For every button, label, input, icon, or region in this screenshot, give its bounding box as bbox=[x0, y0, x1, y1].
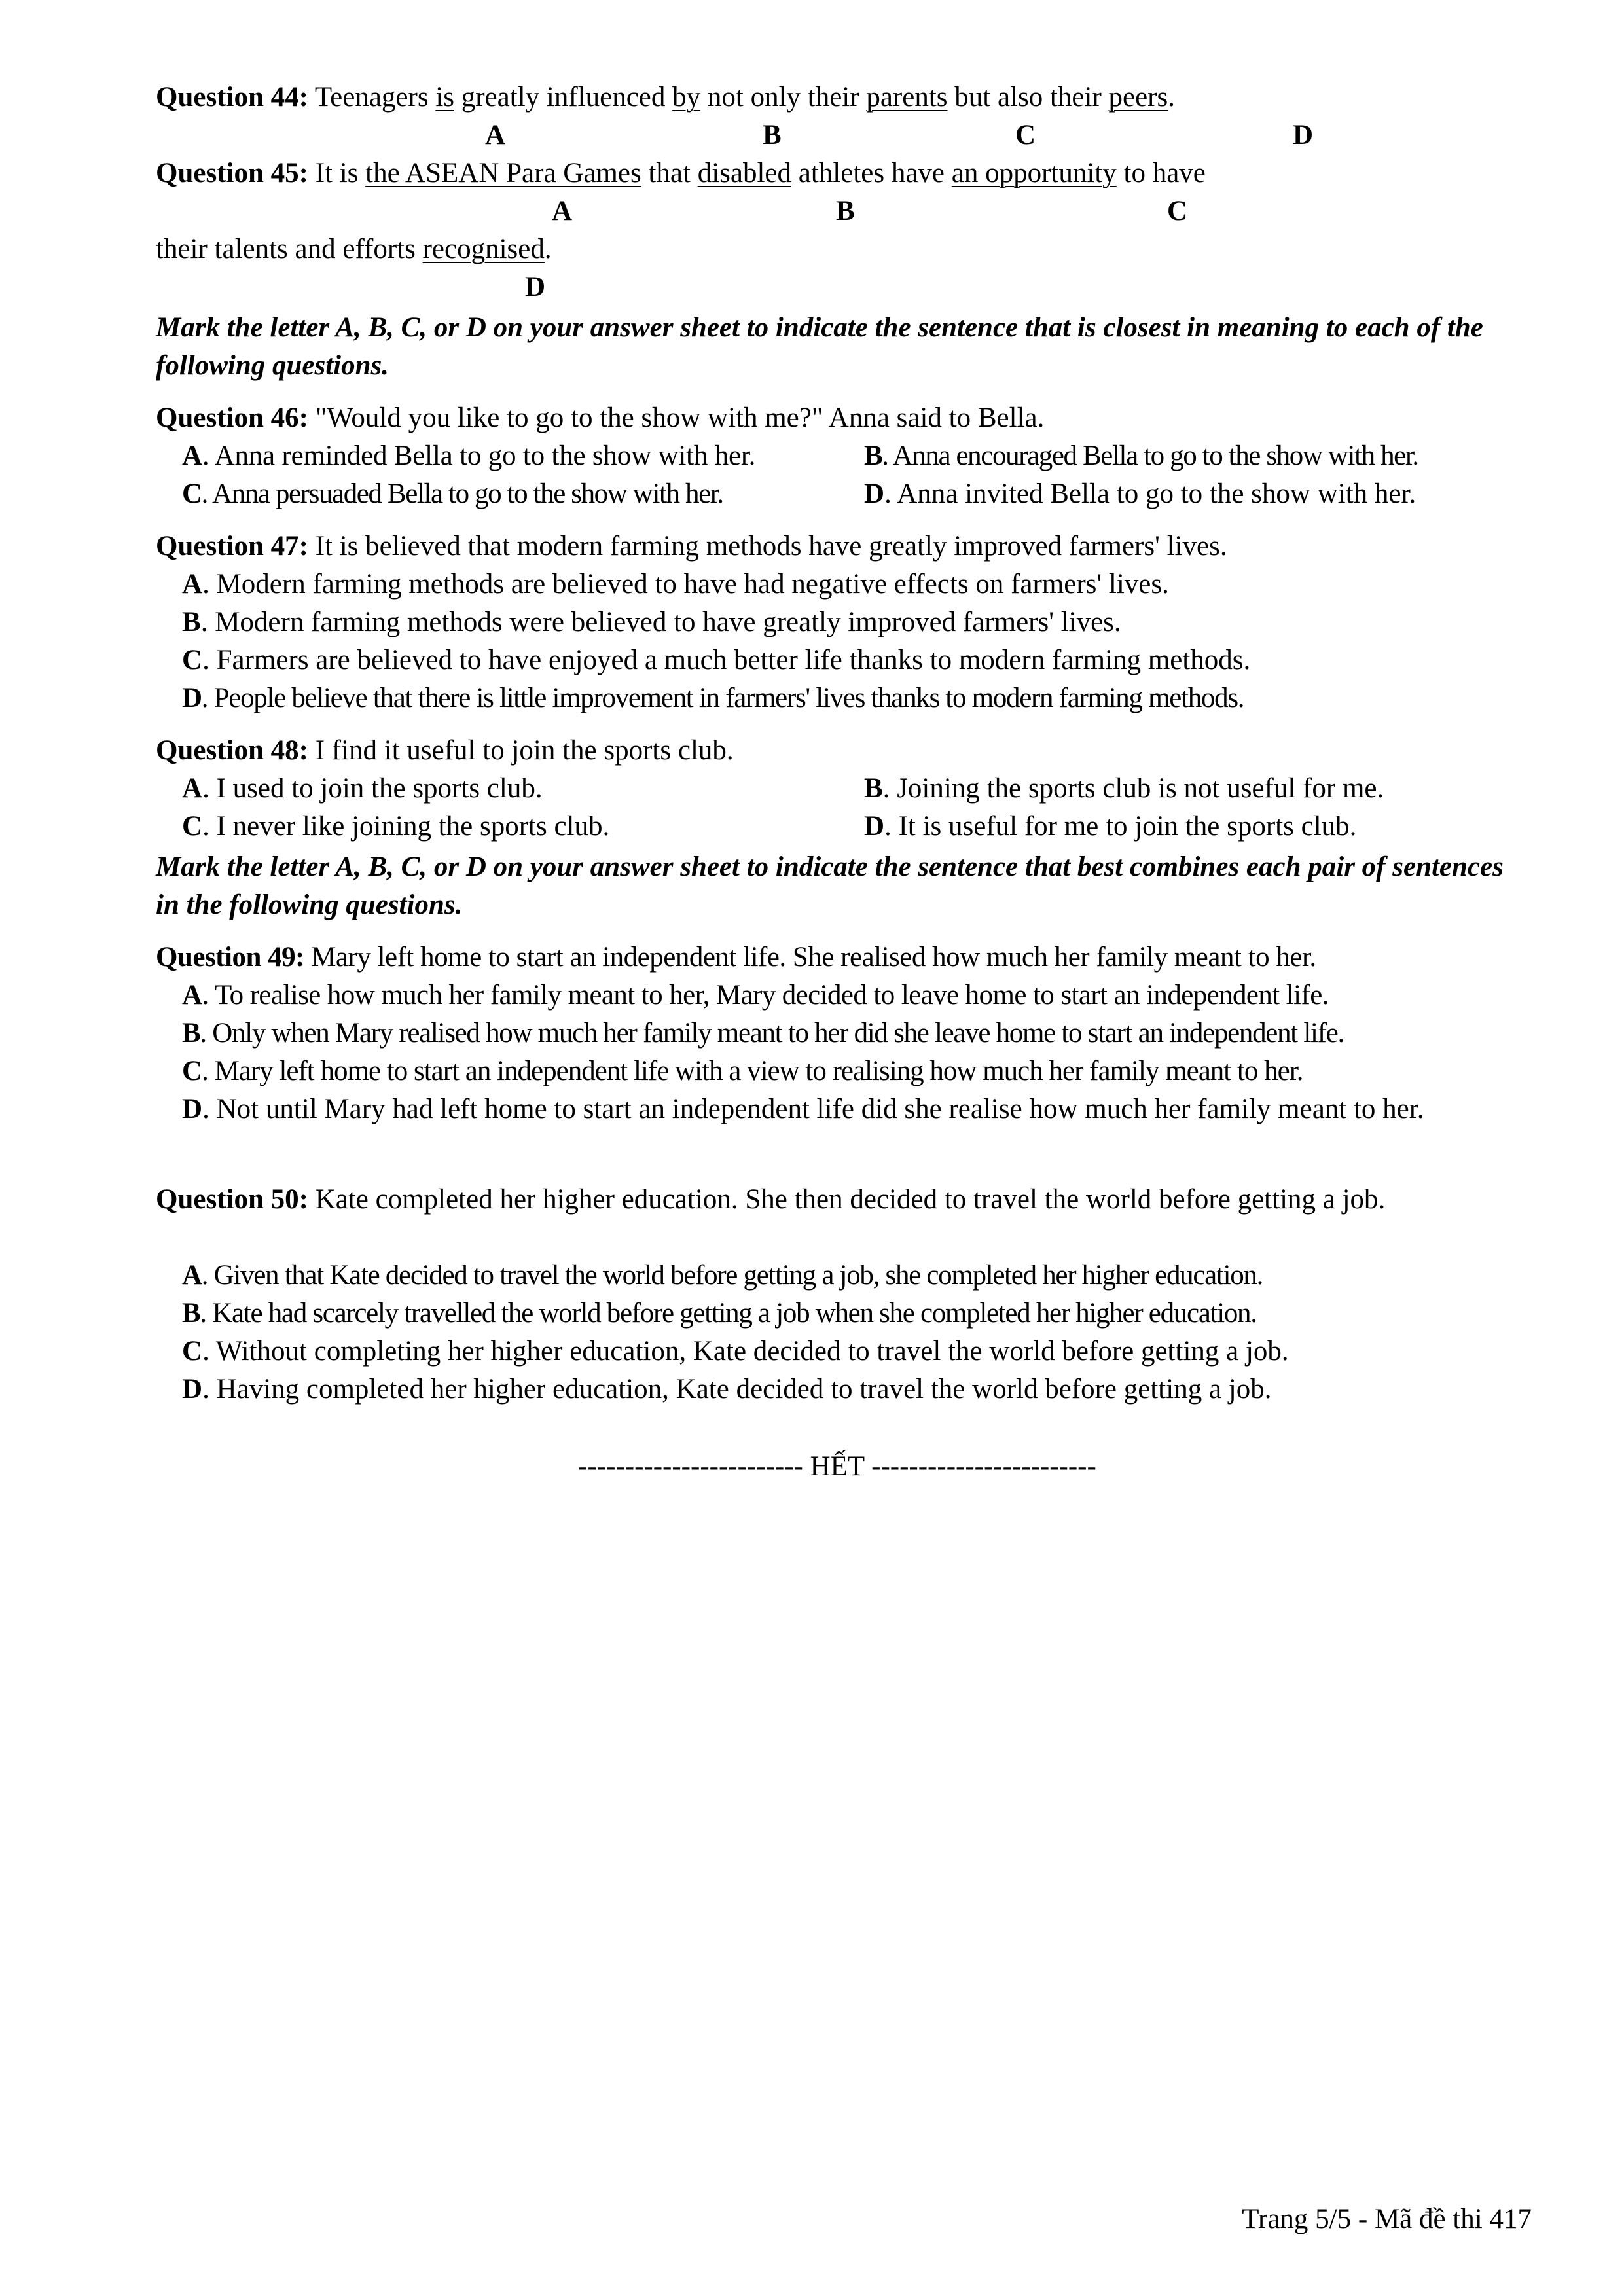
letter-b: B bbox=[763, 120, 782, 151]
option-d bbox=[182, 1371, 1271, 1408]
underlined-part-b: by bbox=[672, 82, 701, 113]
option-d bbox=[864, 808, 1356, 846]
instruction-combine-sentences: Mark the letter A, B, C, or D on your answer sheet to indicate the sentence that best combines each pair of sentences in the following questions. bbox=[156, 852, 1504, 920]
question-label: Question 48: bbox=[156, 735, 308, 766]
option-a bbox=[182, 437, 755, 475]
page-footer: Trang 5/5 - Mã đề thi 417 bbox=[1242, 2204, 1532, 2234]
option-c bbox=[182, 641, 1250, 679]
option-letter: D bbox=[182, 683, 202, 713]
option-letter: A bbox=[182, 1260, 202, 1291]
text: . bbox=[544, 234, 552, 264]
option-c bbox=[182, 475, 723, 513]
letter-d: D bbox=[1293, 120, 1314, 151]
option-b bbox=[864, 770, 1384, 808]
question-44 bbox=[156, 79, 1175, 117]
option-letter: A bbox=[182, 773, 203, 804]
option-a bbox=[182, 977, 1329, 1014]
question-stem: I find it useful to join the sports club. bbox=[308, 735, 734, 766]
option-letter: C bbox=[182, 645, 203, 675]
option-text: . Having completed her higher education, Kate decided to travel the world before getting a job. bbox=[202, 1374, 1272, 1405]
question-45 bbox=[156, 154, 1206, 192]
instruction-closest-meaning: Mark the letter A, B, C, or D on your answer sheet to indicate the sentence that is closest in meaning to each of the following questions. bbox=[156, 312, 1483, 381]
letter-b: B bbox=[836, 196, 855, 226]
question-stem: Mary left home to start an independent life. She realised how much her family meant to her. bbox=[304, 942, 1316, 973]
text: greatly influenced bbox=[454, 82, 673, 113]
option-letter: B bbox=[864, 773, 883, 804]
text: not only their bbox=[700, 82, 867, 113]
option-text: . Farmers are believed to have enjoyed a much better life thanks to modern farming methods. bbox=[202, 645, 1251, 675]
option-text: . Only when Mary realised how much her family meant to her did she leave home to start an independent life. bbox=[200, 1018, 1344, 1049]
option-letter: C bbox=[182, 478, 202, 509]
option-letter: A bbox=[182, 980, 202, 1011]
letter-c: C bbox=[1015, 120, 1036, 151]
option-text: . I never like joining the sports club. bbox=[202, 811, 610, 842]
question-label: Question 47: bbox=[156, 531, 308, 562]
option-letter: D bbox=[864, 811, 885, 842]
underlined-part-d: peers bbox=[1108, 82, 1168, 113]
option-letter: A bbox=[182, 569, 203, 600]
option-letter: C bbox=[182, 811, 203, 842]
question-label: Question 46: bbox=[156, 403, 308, 433]
option-a bbox=[182, 770, 543, 808]
letter-c: C bbox=[1167, 196, 1188, 226]
option-text: . Modern farming methods are believed to have had negative effects on farmers' lives. bbox=[202, 569, 1169, 600]
underlined-part-d: recognised bbox=[422, 234, 545, 264]
option-text: . Not until Mary had left home to start an independent life did she realise how much her family meant to her. bbox=[202, 1094, 1424, 1124]
option-letter: B bbox=[864, 440, 882, 471]
end-marker: ------------------------ HẾT ------------------------ bbox=[578, 1451, 1096, 1482]
question-label: Question 45: bbox=[156, 158, 308, 188]
option-letter: C bbox=[182, 1336, 203, 1367]
question-label: Question 44: bbox=[156, 82, 308, 113]
option-text: . Joining the sports club is not useful for me. bbox=[882, 773, 1384, 804]
option-text: . Anna invited Bella to go to the show with her. bbox=[884, 478, 1416, 509]
option-text: . To realise how much her family meant to her, Mary decided to leave home to start an independent life. bbox=[202, 980, 1329, 1011]
underlined-part-a: the ASEAN Para Games bbox=[365, 158, 641, 188]
option-text: . Anna encouraged Bella to go to the show with her. bbox=[882, 440, 1418, 471]
text: their talents and efforts bbox=[156, 234, 423, 264]
text: that bbox=[641, 158, 698, 188]
text: to have bbox=[1116, 158, 1206, 188]
question-48 bbox=[156, 732, 734, 770]
underlined-part-a: is bbox=[435, 82, 455, 113]
option-d bbox=[864, 475, 1416, 513]
option-text: . Given that Kate decided to travel the world before getting a job, she completed her higher education. bbox=[201, 1260, 1263, 1291]
letter-a: A bbox=[552, 196, 573, 226]
question-label: Question 49: bbox=[156, 942, 304, 973]
question-50 bbox=[156, 1181, 1519, 1219]
underlined-part-c: parents bbox=[866, 82, 948, 113]
option-letter: D bbox=[182, 1374, 203, 1405]
option-b bbox=[182, 1014, 1344, 1052]
question-49 bbox=[156, 939, 1316, 977]
question-45-continued bbox=[156, 230, 552, 268]
question-label: Question 50: bbox=[156, 1184, 308, 1215]
option-text: . People believe that there is little improvement in farmers' lives thanks to modern farming methods. bbox=[201, 683, 1244, 713]
option-text: . Mary left home to start an independent life with a view to realising how much her family meant to her. bbox=[202, 1056, 1303, 1086]
question-47 bbox=[156, 528, 1227, 565]
option-b bbox=[182, 603, 1121, 641]
option-d bbox=[182, 679, 1244, 717]
text: Teenagers bbox=[308, 82, 436, 113]
option-c bbox=[182, 1052, 1303, 1090]
option-text: . Kate had scarcely travelled the world before getting a job when she completed her higher education. bbox=[200, 1298, 1257, 1329]
text: It is bbox=[308, 158, 366, 188]
option-letter: B bbox=[182, 1018, 200, 1049]
option-text: . Anna persuaded Bella to go to the show with her. bbox=[201, 478, 723, 509]
option-letter: D bbox=[864, 478, 885, 509]
underlined-part-b: disabled bbox=[697, 158, 791, 188]
option-text: . Anna reminded Bella to go to the show with her. bbox=[202, 440, 756, 471]
option-text: . Modern farming methods were believed to have greatly improved farmers' lives. bbox=[200, 607, 1121, 637]
text: . bbox=[1168, 82, 1175, 113]
option-b bbox=[864, 437, 1418, 475]
question-46 bbox=[156, 399, 1044, 437]
question-stem: "Would you like to go to the show with me?" Anna said to Bella. bbox=[308, 403, 1045, 433]
text: athletes have bbox=[791, 158, 952, 188]
option-letter: A bbox=[182, 440, 202, 471]
option-letter: B bbox=[182, 607, 201, 637]
letter-a: A bbox=[485, 120, 506, 151]
option-letter: D bbox=[182, 1094, 203, 1124]
option-letter: C bbox=[182, 1056, 202, 1086]
option-text: . Without completing her higher education, Kate decided to travel the world before getting a job. bbox=[202, 1336, 1289, 1367]
question-stem: Kate completed her higher education. She then decided to travel the world before getting a job. bbox=[308, 1184, 1386, 1215]
option-d bbox=[182, 1090, 1519, 1128]
option-c bbox=[182, 1333, 1289, 1371]
text: but also their bbox=[947, 82, 1109, 113]
question-stem: It is believed that modern farming methods have greatly improved farmers' lives. bbox=[308, 531, 1227, 562]
option-letter: B bbox=[182, 1298, 200, 1329]
option-c bbox=[182, 808, 609, 846]
underlined-part-c: an opportunity bbox=[951, 158, 1117, 188]
option-b bbox=[182, 1295, 1257, 1333]
option-a bbox=[182, 1257, 1263, 1295]
option-text: . It is useful for me to join the sports club. bbox=[884, 811, 1357, 842]
letter-d: D bbox=[525, 272, 546, 302]
option-a bbox=[182, 565, 1169, 603]
option-text: . I used to join the sports club. bbox=[202, 773, 543, 804]
